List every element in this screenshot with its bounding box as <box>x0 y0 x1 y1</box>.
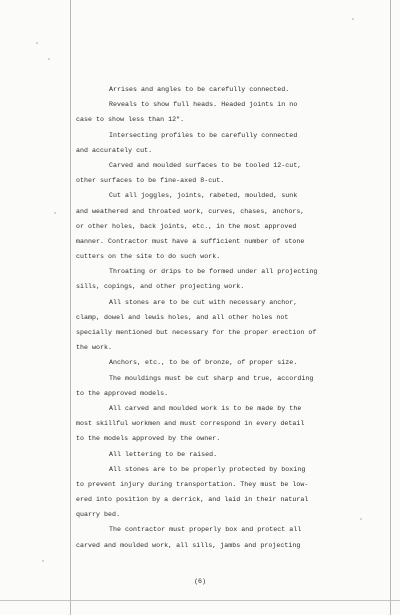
text-line: ered into position by a derrick, and laid in their natural <box>76 496 309 504</box>
text-line: Carved and moulded surfaces to be tooled 12-cut, <box>109 161 302 169</box>
text-line: the work. <box>76 344 113 352</box>
left-margin-rule <box>70 0 71 615</box>
scan-speck <box>48 58 50 60</box>
text-line: carved and moulded work, all sills, jambs and projecting <box>76 541 301 549</box>
text-line: other surfaces to be fine-axed 8-cut. <box>76 177 225 185</box>
text-line: All lettering to be raised. <box>109 450 218 458</box>
text-line: to the approved models. <box>76 389 169 397</box>
text-line: and weathered and throated work, curves, chases, anchors, <box>76 207 305 215</box>
text-line: sills, copings, and other projecting work. <box>76 283 245 291</box>
text-line: All stones are to be cut with necessary anchor, <box>109 298 298 306</box>
text-line: quarry bed. <box>76 511 121 519</box>
scan-speck <box>54 212 56 214</box>
scan-speck <box>42 560 44 562</box>
text-line: All stones are to be properly protected by boxing <box>109 465 306 473</box>
right-margin-rule <box>390 0 391 615</box>
text-line: and accurately cut. <box>76 146 153 154</box>
text-line: or other holes, back joints, etc., in the most approved <box>76 222 297 230</box>
text-line: Intersecting profiles to be carefully connected <box>109 131 298 139</box>
text-line: All carved and moulded work is to be made by the <box>109 404 302 412</box>
bottom-rule <box>0 600 400 601</box>
text-line: Arrises and angles to be carefully connected. <box>109 86 290 93</box>
text-line: specially mentioned but necessary for the proper erection of <box>76 329 317 336</box>
scan-speck <box>36 42 38 44</box>
text-line: The mouldings must be cut sharp and true, according <box>109 374 314 382</box>
text-line: Anchors, etc., to be of bronze, of proper size. <box>109 359 298 367</box>
page-number: (6) <box>194 578 206 585</box>
text-line: The contractor must properly box and protect all <box>109 526 302 534</box>
text-line: Reveals to show full heads. Headed joints in no <box>109 101 298 109</box>
text-line: cutters on the site to do such work. <box>76 253 221 261</box>
specification-text <box>76 82 382 553</box>
text-line: to the models approved by the owner. <box>76 435 221 443</box>
text-line: case to show less than 12". <box>76 116 185 124</box>
text-line: Throating or drips to be formed under all projecting <box>109 268 318 276</box>
scan-speck <box>352 18 354 20</box>
text-line: clamp, dowel and lewis holes, and all other holes not <box>76 313 289 321</box>
text-line: manner. Contractor must have a sufficient number of stone <box>76 237 305 245</box>
text-line: to prevent injury during transportation. They must be low- <box>76 480 309 488</box>
text-line: Cut all joggles, joints, rabeted, moulded, sunk <box>109 192 298 200</box>
text-line: most skillful workmen and must correspond in every detail <box>76 420 305 428</box>
